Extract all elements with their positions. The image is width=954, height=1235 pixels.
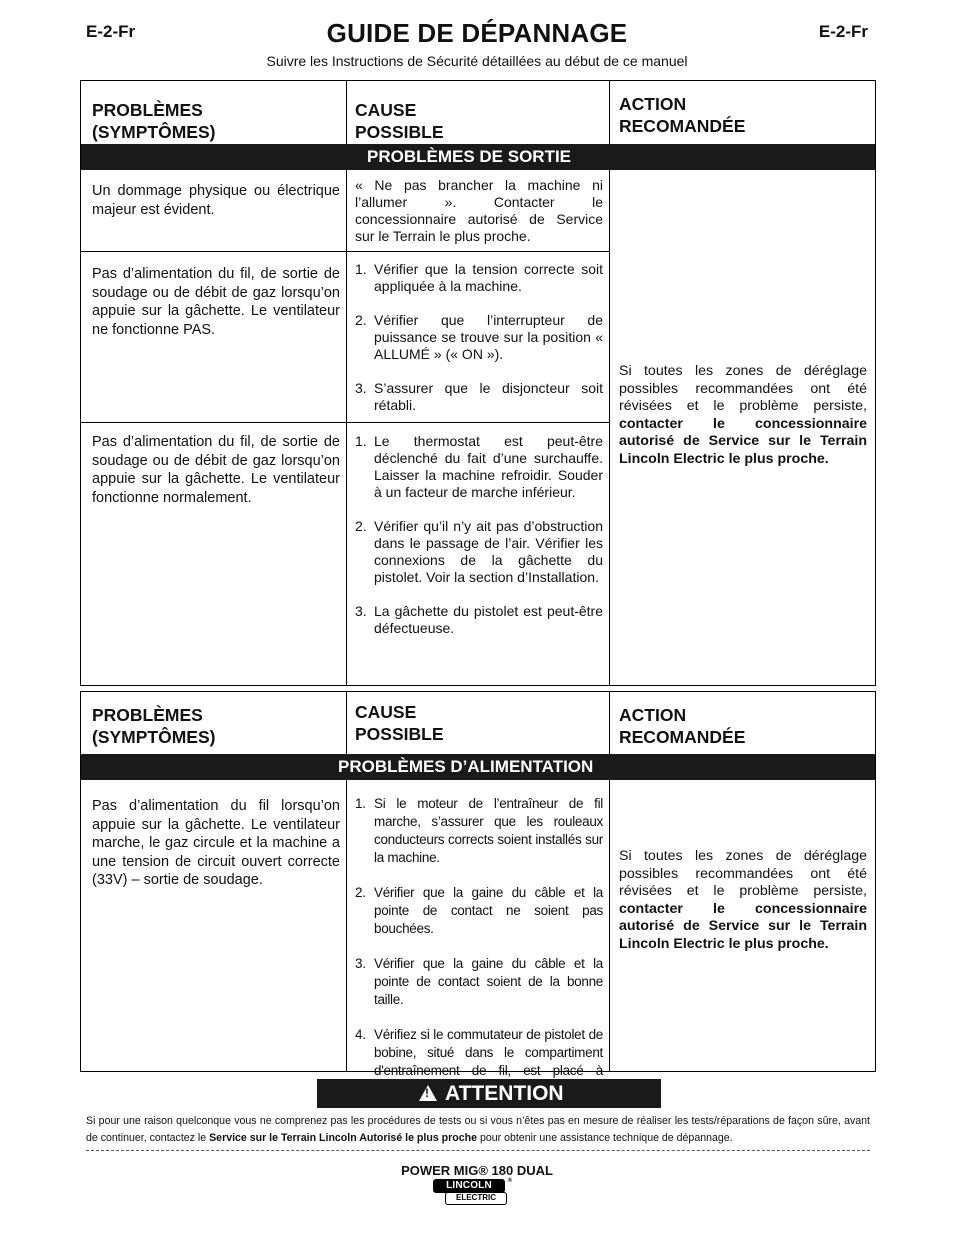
list-item: 4. Vérifiez si le commutateur de pistolet de bobine, situé dans le compartiment d'entraînement de fil, est placé à	[355, 1027, 603, 1078]
header-problems: PROBLÈMES (SYMPTÔMES)	[92, 705, 216, 747]
causes-no-output-fan-off	[355, 261, 603, 431]
product-name: POWER MIG® 180 DUAL	[401, 1163, 553, 1178]
warning-triangle-icon	[419, 1085, 437, 1101]
attention-banner	[317, 1079, 661, 1108]
causes-no-output-fan-on	[355, 433, 603, 654]
footer-divider	[86, 1150, 870, 1151]
header-problems: PROBLÈMES (SYMPTÔMES)	[92, 100, 216, 142]
section-band-feed: PROBLÈMES D’ALIMENTATION	[81, 754, 875, 780]
column-divider	[346, 692, 347, 1071]
list-item: 2. Vérifier qu’il n’y ait pas d’obstruction dans le passage de l’air. Vérifier les connexions de la gâchette du pistolet. Voir la section d’Installation.	[355, 518, 603, 585]
page-code-right: E-2-Fr	[818, 22, 868, 41]
header-cause: CAUSE POSSIBLE	[355, 100, 444, 142]
problem-no-output-fan-off: Pas d’alimentation du fil, de sortie de soudage ou de débit de gaz lorsqu’on appuie sur la gâchette. Le ventilateur ne fonctionne PAS.	[92, 266, 340, 338]
list-item: 3. S’assurer que le disjoncteur soit rétabli.	[355, 380, 603, 413]
causes-no-wire-feed	[355, 795, 603, 1115]
action-recommended-output: Si toutes les zones de déréglage possibles recommandées ont été révisées et le problème persiste, contacter le concessionnaire autorisé de Service sur le Terrain Lincoln Electric le plus proche.	[619, 363, 867, 467]
list-item: 1. Vérifier que la tension correcte soit appliquée à la machine.	[355, 261, 603, 294]
header-cause: CAUSE POSSIBLE	[355, 702, 444, 744]
list-item: 2. Vérifier que la gaine du câble et la pointe de contact ne soient pas bouchées.	[355, 885, 603, 936]
list-item: 3. Vérifier que la gaine du câble et la pointe de contact soient de la bonne taille.	[355, 956, 603, 1007]
attention-note: Si pour une raison quelconque vous ne comprenez pas les procédures de tests ou si vous n’êtes pas en mesure de réaliser les tests/réparations de façon sûre, avant de continuer, contactez le Service sur le Terrain Lincoln Autorisé le plus proche pour obtenir une assistance technique de dépannage.	[86, 1115, 870, 1144]
row-divider	[81, 251, 609, 252]
section-band-output: PROBLÈMES DE SORTIE	[81, 144, 875, 170]
list-item: 3. La gâchette du pistolet est peut-être défectueuse.	[355, 603, 603, 636]
column-divider	[609, 81, 610, 685]
cause-do-not-connect: « Ne pas brancher la machine ni l’allumer ». Contacter le concessionnaire autorisé de Service sur le Terrain le plus proche.	[355, 177, 603, 244]
list-item: 1. Si le moteur de l’entraîneur de fil marche, s’assurer que les rouleaux conducteurs corrects soient installés sur la machine.	[355, 796, 603, 865]
problem-physical-damage: Un dommage physique ou électrique majeur est évident.	[92, 183, 340, 218]
page-code-left: E-2-Fr	[86, 22, 136, 41]
attention-label: ATTENTION	[445, 1082, 564, 1105]
lincoln-electric-logo: LINCOLN ELECTRIC ®	[433, 1179, 509, 1206]
problem-no-output-fan-on: Pas d’alimentation du fil, de sortie de soudage ou de débit de gaz lorsqu’on appuie sur la gâchette. Le ventilateur fonctionne normalement.	[92, 434, 340, 506]
problem-no-wire-feed: Pas d’alimentation du fil lorsqu’on appuie sur la gâchette. Le ventilateur marche, le gaz circule et la machine a une tension de circuit ouvert correcte (33V) – sortie de soudage.	[92, 798, 340, 888]
list-item: 1. Le thermostat est peut-être déclenché du fait d’une surchauffe. Laisser la machine refroidir. Souder à un facteur de marche inférieur.	[355, 433, 603, 500]
troubleshooting-table-feed	[80, 691, 876, 1078]
action-recommended-feed: Si toutes les zones de déréglage possibles recommandées ont été révisées et le problème persiste, contacter le concessionnaire autorisé de Service sur le Terrain Lincoln Electric le plus proche.	[619, 848, 867, 952]
page-title: GUIDE DE DÉPANNAGE	[326, 18, 628, 48]
list-item: 2. Vérifier que l’interrupteur de puissance se trouve sur la position « ALLUMÉ » (« ON »).	[355, 312, 603, 362]
safety-subtitle: Suivre les Instructions de Sécurité détaillées au début de ce manuel	[266, 53, 688, 69]
header-action: ACTION RECOMANDÉE	[619, 94, 746, 136]
header-action: ACTION RECOMANDÉE	[619, 705, 746, 747]
column-divider	[609, 692, 610, 1071]
troubleshooting-table-output	[80, 80, 876, 686]
column-divider	[346, 81, 347, 685]
